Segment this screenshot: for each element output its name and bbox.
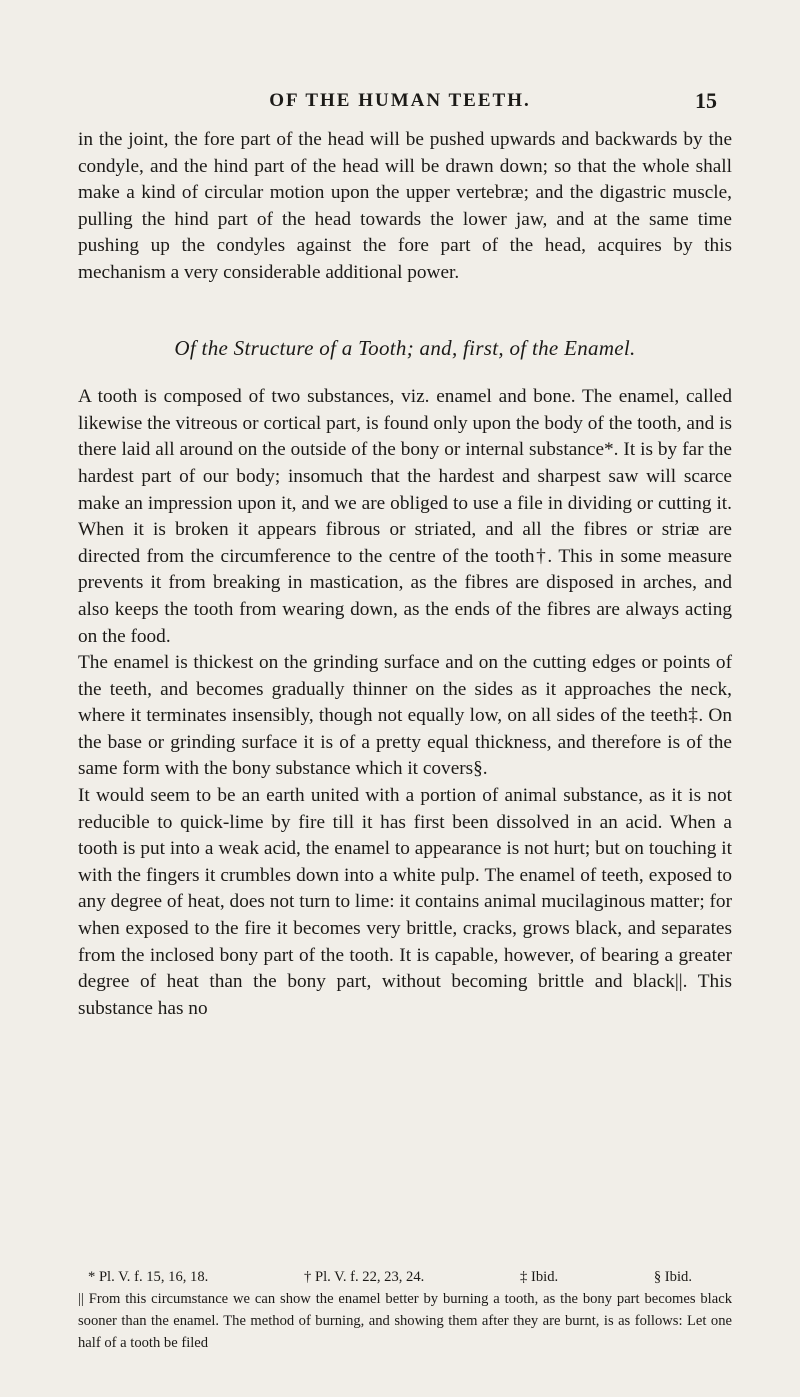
page-number: 15 [695, 88, 717, 113]
intro-paragraph: in the joint, the fore part of the head will be pushed upwards and backwards by the condyle, and the hind part of the head will be drawn down; so that the whole shall make a kind of circular motion upon the upper vertebræ; and the digastric muscle, pulling the hind part of the head towards the lower jaw, and at the same time pushing up the condyles against the fore part of the head, acquires by this mechanism a very considerable additional power. [78, 129, 732, 283]
footnotes [78, 1266, 732, 1354]
footnote-ref: § Ibid. [653, 1269, 692, 1285]
running-title: OF THE HUMAN TEETH. [269, 90, 531, 111]
paragraph-structure: A tooth is composed of two substances, viz. enamel and bone. The enamel, called likewise the vitreous or cortical part, is found only upon the body of the tooth, and is there laid all around on the outside of the bony or internal substance*. It is by far the hardest part of our body; insomuch that the hardest and sharpest saw will scarce make an impression upon it, and we are obliged to use a file in dividing or cutting it. When it is broken it appears fibrous or striated, and all the fibres or striæ are directed from the circumference to the centre of the tooth†. This in some measure prevents it from breaking in mastication, as the fibres are disposed in arches, and also keeps the tooth from wearing down, as the ends of the fibres are always acting on the food. [78, 386, 732, 647]
running-head [0, 88, 800, 118]
body-text [78, 127, 732, 1022]
footnote-ref: * Pl. V. f. 15, 16, 18. [88, 1269, 209, 1285]
footnote-ref: ‡ Ibid. [520, 1269, 559, 1285]
footnote-note: || From this circumstance we can show the enamel better by burning a tooth, as the bony part becomes black sooner than the enamel. The method of burning, and showing them after they are burnt, is as follows: Let one half of a tooth be filed [78, 1291, 732, 1351]
footnote-references [78, 1266, 732, 1288]
paragraph-thickness: The enamel is thickest on the grinding surface and on the cutting edges or points of the teeth, and becomes gradually thinner on the sides as it approaches the neck, where it terminates insensibly, though not equally low, on all sides of the teeth‡. On the base or grinding surface it is of a pretty equal thickness, and therefore is of the same form with the bony substance which it covers§. [78, 652, 732, 780]
footnote-ref: † Pl. V. f. 22, 23, 24. [304, 1269, 425, 1285]
section-heading: Of the Structure of a Tooth; and, first, of the Enamel. [174, 335, 636, 360]
paragraph-composition: It would seem to be an earth united with a portion of animal substance, as it is not reducible to quick-lime by fire till it has first been dissolved in an acid. When a tooth is put into a weak acid, the enamel to appearance is not hurt; but on touching it with the fingers it crumbles down into a white pulp. The enamel of teeth, exposed to any degree of heat, does not turn to lime: it contains animal mucilaginous matter; for when exposed to the fire it becomes very brittle, cracks, grows black, and separates from the inclosed bony part of the tooth. It is capable, however, of bearing a greater degree of heat than the bony part, without becoming brittle and black||. This substance has no [78, 785, 732, 1019]
